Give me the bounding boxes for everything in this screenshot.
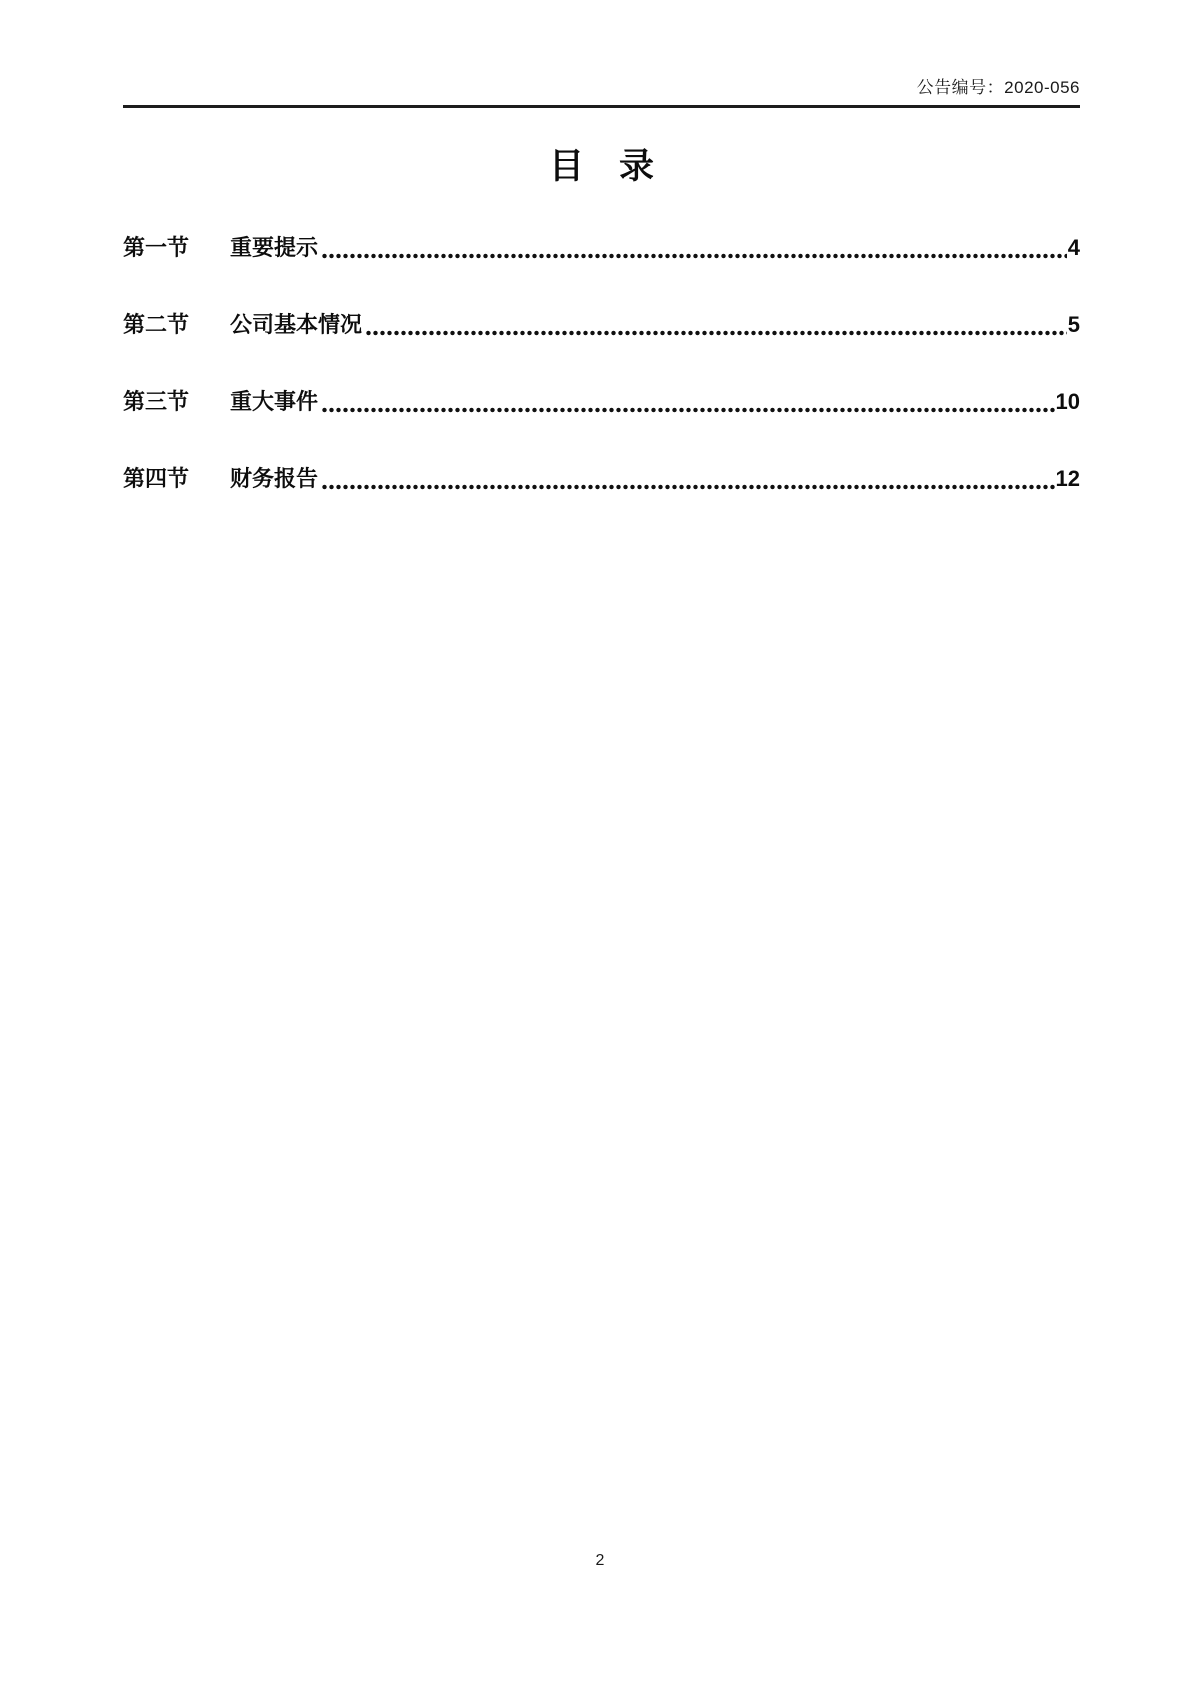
toc-entry-title: 公司基本情况 <box>230 312 363 337</box>
toc-row-3 <box>123 386 1080 418</box>
notice-number: 公告编号：2020-056 <box>916 78 1080 97</box>
page-header <box>123 0 1080 108</box>
dot-leader <box>321 463 1055 495</box>
dot-leader <box>321 232 1067 264</box>
dot-leader <box>365 309 1067 341</box>
toc-entry-title: 财务报告 <box>230 466 319 491</box>
toc-row-1 <box>123 232 1080 264</box>
page-number: 2 <box>595 1552 605 1569</box>
toc-list <box>123 232 1080 495</box>
toc-entry-title: 重大事件 <box>230 389 319 414</box>
toc-section-label: 第一节 <box>123 235 190 260</box>
toc-row-2 <box>123 309 1080 341</box>
toc-row-4 <box>123 463 1080 495</box>
header-rule <box>123 105 1080 108</box>
page-footer <box>0 1552 1200 1570</box>
toc-page-number: 12 <box>1055 466 1080 491</box>
toc-page-number: 10 <box>1055 389 1080 414</box>
toc-section-label: 第四节 <box>123 466 190 491</box>
toc-section-label: 第三节 <box>123 389 190 414</box>
toc-title: 目 录 <box>548 147 654 186</box>
toc-section-label: 第二节 <box>123 312 190 337</box>
toc-page-number: 5 <box>1067 312 1080 337</box>
toc-entry-title: 重要提示 <box>230 235 319 260</box>
toc-page-number: 4 <box>1067 235 1080 260</box>
dot-leader <box>321 386 1055 418</box>
